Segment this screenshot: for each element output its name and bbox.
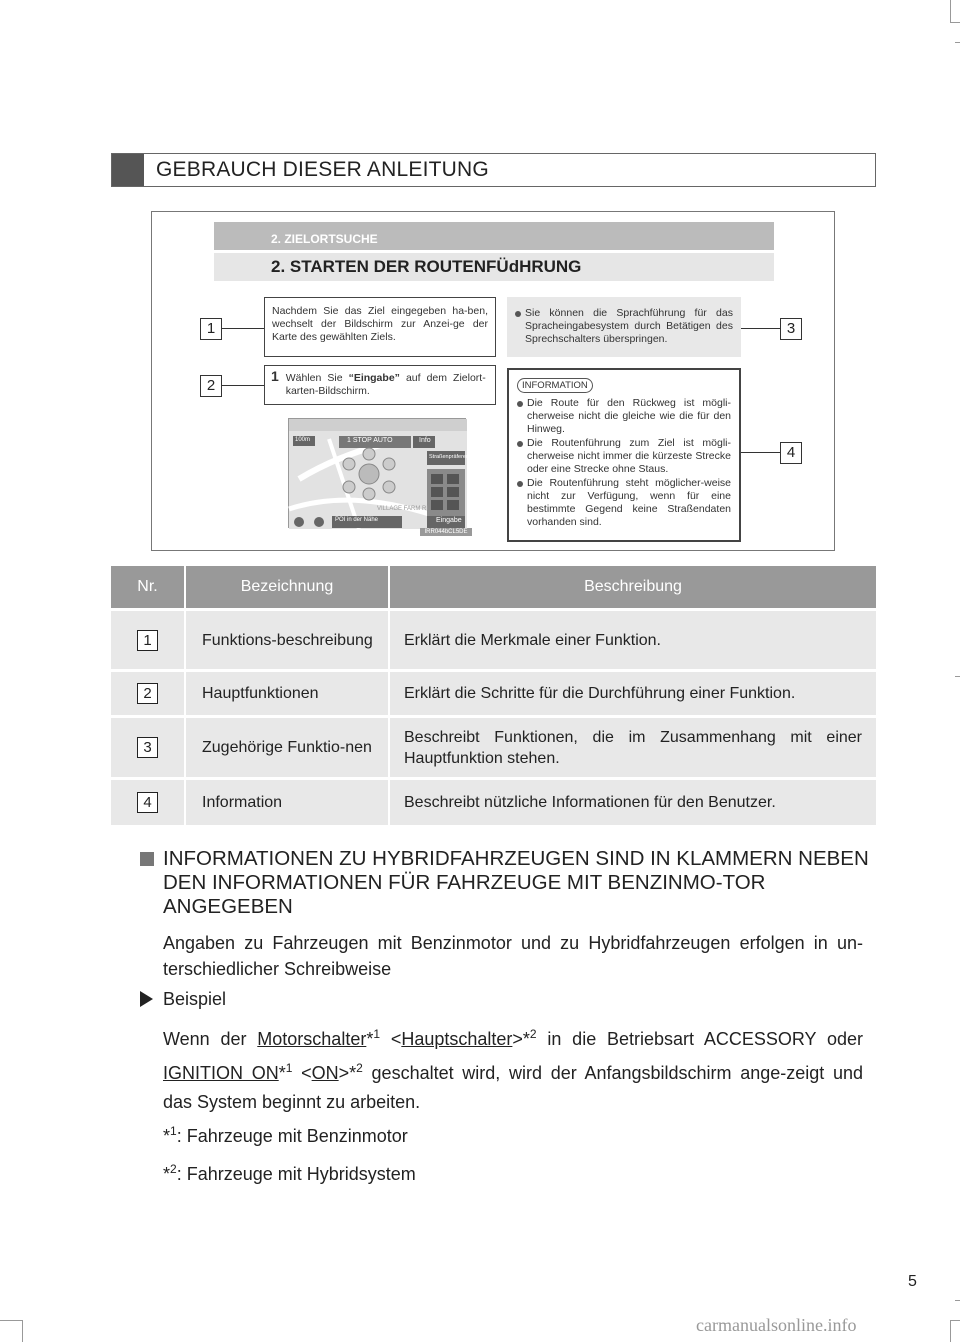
callout-4: 4 [780, 442, 802, 464]
bracket-close: >* [512, 1029, 530, 1049]
information-item: Die Routenführung zum Ziel ist mögli-cherweise nicht immer die kürzeste Strecke oder eine Strecke ohne Staus. [517, 437, 731, 476]
power-switch-term: Hauptschalter [401, 1029, 513, 1049]
route-preference-button: Straßenpräferenz [429, 454, 472, 460]
crop-mark [22, 1320, 23, 1342]
bracket-open: < [380, 1029, 402, 1049]
crop-mark [955, 1300, 960, 1301]
callout-line-1 [222, 328, 264, 329]
crop-mark [955, 42, 960, 43]
table-header-row [111, 566, 876, 610]
related-function-text: Sie können die Sprachführung für das Spracheingabesystem durch Betätigen des Sprechschalters überspringen. [515, 307, 733, 346]
footnote-sup: 1 [285, 1061, 293, 1075]
navigation-screen-image [288, 418, 472, 528]
step-text [286, 372, 486, 398]
example-paragraph [163, 1020, 863, 1117]
row-number: 4 [137, 792, 158, 813]
poi-button: POI in der Nähe [335, 517, 379, 523]
enter-button: Eingabe [436, 517, 462, 524]
main-function-box [264, 365, 496, 405]
table-row [111, 610, 876, 671]
row-description: Erklärt die Merkmale einer Funktion. [389, 610, 876, 671]
information-box [507, 368, 741, 542]
function-description-box [264, 297, 496, 357]
row-name: Information [185, 779, 389, 825]
callout-line-3 [741, 328, 780, 329]
callout-1: 1 [200, 318, 222, 340]
crop-mark [955, 676, 960, 677]
map-scale: 100m [295, 437, 311, 443]
footnote-mark: * [163, 1164, 171, 1184]
example-arrow-icon [140, 991, 153, 1007]
function-description-text: Nachdem Sie das Ziel eingegeben ha-ben, wechselt der Bildschirm zur Anzei-ge der Karte des gewählten Ziels. [272, 305, 488, 343]
row-name: Hauptfunktionen [185, 671, 389, 717]
row-number: 3 [137, 737, 158, 758]
footnote-text: : Fahrzeuge mit Benzinmotor [176, 1126, 408, 1146]
ignition-on-term: IGNITION ON [163, 1063, 279, 1083]
map-place-label: VILLAGE FARM RI [377, 506, 429, 512]
row-description: Erklärt die Schritte für die Durchführung einer Funktion. [389, 671, 876, 717]
footnote-mark: * [278, 1063, 286, 1083]
example-text: in die Betriebsart ACCESSORY oder [536, 1029, 863, 1049]
row-number: 2 [137, 683, 158, 704]
example-text: Wenn der [163, 1029, 258, 1049]
crop-mark [950, 1320, 960, 1321]
example-text: geschaltet wird, wird der Anfangsbildschirm ange-zeigt und das System beginnt zu arbeiten. [163, 1063, 864, 1112]
footnote-sup: 1 [373, 1027, 381, 1041]
section-header-marker [112, 154, 144, 186]
chapter-title: 2. STARTEN DER ROUTENFÜdHRUNG [271, 257, 582, 276]
callout-3: 3 [780, 318, 802, 340]
on-term: ON [311, 1063, 339, 1083]
example-label: Beispiel [163, 989, 227, 1009]
stop-label: 1 STOP AUTO [347, 437, 393, 444]
intro-paragraph: Angaben zu Fahrzeugen mit Benzinmotor und zu Hybridfahrzeugen erfolgen in un-terschiedlicher Schreibweise [163, 933, 863, 979]
step-number: 1 [271, 368, 279, 384]
step-text-pre: Wählen Sie [285, 372, 349, 384]
row-description: Beschreibt nützliche Informationen für den Benutzer. [389, 779, 876, 825]
information-tag: INFORMATION [517, 378, 593, 393]
crop-mark [950, 0, 951, 22]
chapter-label: 2. ZIELORTSUCHE [271, 232, 378, 246]
info-button: Info [419, 437, 431, 444]
subheading [140, 847, 870, 919]
callout-line-4 [741, 452, 780, 453]
subheading-text: INFORMATIONEN ZU HYBRIDFAHRZEUGEN SIND IN KLAMMERN NEBEN DEN INFORMATIONEN FÜR FAHRZEUGE MIT BENZINMO-TOR ANGEGEBEN [163, 847, 869, 918]
crop-mark [950, 1320, 951, 1342]
callout-line-2 [222, 385, 264, 386]
table-row [111, 671, 876, 717]
subheading-marker [140, 852, 154, 866]
section-header-title: GEBRAUCH DIESER ANLEITUNG [156, 158, 489, 181]
watermark[interactable]: carmanualsonline.info [696, 1315, 857, 1335]
column-header-description: Beschreibung [389, 566, 876, 610]
related-function-box [507, 297, 741, 357]
callout-2: 2 [200, 375, 222, 397]
crop-mark [950, 22, 960, 23]
footnote-sup: 2 [356, 1061, 363, 1075]
footnote-1 [163, 1118, 863, 1149]
chapter-band [214, 222, 774, 250]
map-graphic [289, 419, 467, 529]
bracket-open: < [292, 1063, 312, 1083]
footnote-sup: 2 [170, 1162, 177, 1176]
crop-mark [0, 1320, 22, 1321]
bracket-close: >* [338, 1063, 357, 1083]
footnote-mark: * [366, 1029, 374, 1049]
legend-table [111, 566, 876, 825]
footnote-sup: 1 [170, 1124, 177, 1138]
step-text-post: auf dem Zielort-karten-Bildschirm. [285, 372, 486, 397]
page-number: 5 [908, 1273, 917, 1290]
row-name: Zugehörige Funktio-nen [185, 717, 389, 779]
footnote-text: : Fahrzeuge mit Hybridsystem [176, 1164, 416, 1184]
image-code: IRR044bCL5DE [420, 528, 472, 536]
information-item: Die Routenführung steht möglicher-weise nicht zur Verfügung, wenn für eine bestimmte Gegend keine Straßendaten vorhanden sind. [517, 477, 731, 529]
chapter-title-bar [214, 253, 774, 281]
information-item: Die Route für den Rückweg ist mögli-cherweise nicht die gleiche wie die für den Hinweg. [517, 397, 731, 436]
engine-switch-term: Motorschalter [257, 1029, 367, 1049]
step-text-bold: “Eingabe” [348, 372, 400, 384]
footnote-2 [163, 1156, 863, 1187]
section-header [111, 153, 876, 187]
column-header-name: Bezeichnung [185, 566, 389, 610]
table-row [111, 717, 876, 779]
footnote-mark: * [163, 1126, 171, 1146]
row-name: Funktions-beschreibung [185, 610, 389, 671]
row-number: 1 [137, 630, 158, 651]
column-header-number: Nr. [111, 566, 185, 610]
footnote-sup: 2 [529, 1027, 537, 1041]
table-row [111, 779, 876, 825]
row-description: Beschreibt Funktionen, die im Zusammenhang mit einer Hauptfunktion stehen. [389, 717, 876, 779]
